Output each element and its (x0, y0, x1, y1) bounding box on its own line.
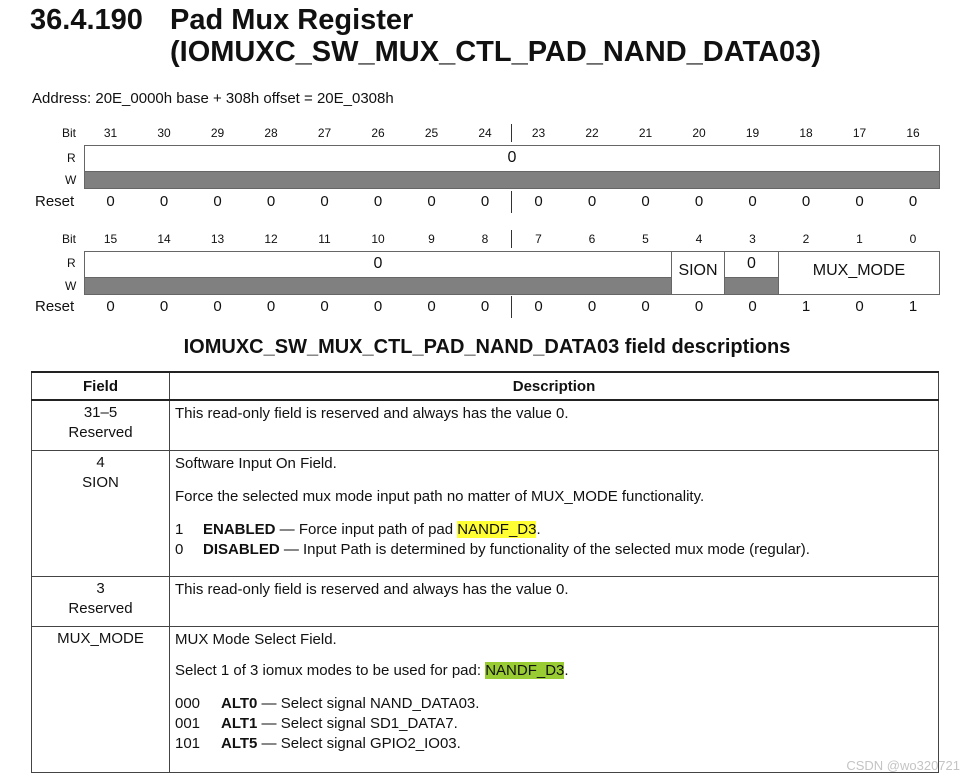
description-text: This read-only field is reserved and always has the value 0. (175, 580, 569, 598)
bit-number: 11 (318, 232, 331, 246)
bit-number: 28 (264, 126, 278, 140)
option-text: — Select signal GPIO2_IO03. (257, 734, 461, 752)
bit-number: 26 (371, 126, 385, 140)
bit-number: 7 (535, 232, 542, 246)
reset-value: 0 (106, 298, 115, 315)
bit-label: Bit (62, 232, 77, 246)
reset-value: 0 (480, 193, 490, 210)
option-text: — Force input path of pad (275, 520, 458, 538)
bit-number: 21 (638, 126, 653, 140)
option-line (175, 540, 933, 560)
option-line (175, 714, 933, 734)
reset-value: 1 (908, 298, 918, 315)
option-text: — Input Path is determined by functionality of the selected mux mode (regular). (279, 540, 810, 558)
option-name: ENABLED (203, 520, 276, 538)
reset-value: 0 (480, 298, 490, 315)
option-code: 001 (175, 714, 201, 732)
reset-value: 0 (534, 298, 543, 315)
bit-number: 25 (424, 126, 439, 140)
reset-value: 0 (106, 193, 115, 210)
section-number: 36.4.190 (30, 4, 143, 36)
description-text: This read-only field is reserved and always has the value 0. (175, 405, 569, 422)
bit-number: 29 (210, 126, 225, 140)
option-end: . (536, 520, 541, 538)
reset-value: 0 (801, 193, 811, 210)
field-bits: 4 (96, 453, 105, 471)
reset-value: 0 (641, 193, 650, 210)
reset-value: 0 (855, 193, 864, 210)
reset-value: 0 (213, 193, 222, 210)
reset-value: 0 (587, 193, 597, 210)
option-name: ALT5 (221, 734, 258, 752)
bit-number: 15 (103, 232, 118, 246)
reset-label: Reset (35, 193, 75, 210)
reset-value: 0 (534, 193, 543, 210)
option-line (175, 734, 933, 754)
bit-number: 23 (531, 126, 546, 140)
bit-number: 6 (588, 232, 596, 246)
bit-number: 1 (856, 232, 863, 246)
bit-number: 17 (852, 126, 867, 140)
description-text-pre: Select 1 of 3 iomux modes to be used for pad: (175, 661, 486, 679)
register-mux-mode-label: MUX_MODE (812, 262, 906, 279)
option-code: 0 (175, 540, 184, 558)
register-bit3-write (724, 277, 779, 295)
bit-number: 0 (909, 232, 917, 246)
reset-value: 0 (855, 298, 864, 315)
field-descriptions-table (31, 371, 939, 773)
field-name: Reserved (68, 424, 133, 441)
r-label: R (67, 256, 76, 270)
reset-value: 0 (373, 193, 383, 210)
reset-value: 0 (694, 298, 704, 315)
bit-number: 4 (695, 232, 703, 246)
bit-number: 12 (264, 232, 278, 246)
field-descriptions-title: IOMUXC_SW_MUX_CTL_PAD_NAND_DATA03 field descriptions (183, 336, 791, 358)
reset-label: Reset (35, 298, 75, 315)
reset-value: 0 (694, 193, 704, 210)
reset-value: 0 (320, 193, 329, 210)
description-text: Software Input On Field. (175, 454, 337, 472)
reset-value: 0 (427, 193, 436, 210)
bit-number: 13 (210, 232, 225, 246)
bit-number: 14 (157, 232, 171, 246)
reset-value: 0 (159, 193, 169, 210)
reset-value: 0 (908, 193, 918, 210)
option-name: ALT0 (221, 694, 258, 712)
reset-value: 0 (213, 298, 222, 315)
bit-number: 2 (802, 232, 810, 246)
description-text (175, 661, 933, 681)
reset-value: 0 (641, 298, 650, 315)
register-sion-label: SION (678, 262, 718, 279)
bit-number: 10 (371, 232, 385, 246)
watermark: CSDN @wo320721 (846, 758, 960, 773)
bit-number: 16 (906, 126, 920, 140)
reset-value: 1 (801, 298, 811, 315)
reset-value: 0 (320, 298, 329, 315)
reset-value: 0 (373, 298, 383, 315)
bit-number: 8 (481, 232, 489, 246)
description-cell (170, 576, 939, 626)
bit-number: 18 (799, 126, 813, 140)
field-bits: 3 (96, 579, 105, 597)
reset-value: 0 (587, 298, 597, 315)
register-write-field-upper (84, 171, 940, 189)
description-text: Force the selected mux mode input path no matter of MUX_MODE functionality. (175, 487, 705, 505)
description-text-end: . (564, 661, 569, 679)
table-row (32, 626, 939, 772)
option-code: 000 (175, 694, 201, 712)
option-text: — Select signal NAND_DATA03. (257, 694, 480, 712)
description-text: MUX Mode Select Field. (175, 630, 337, 648)
reset-value: 0 (159, 298, 169, 315)
description-cell (170, 400, 939, 450)
option-line (175, 520, 933, 540)
description-cell (170, 626, 939, 772)
table-row (32, 450, 939, 576)
field-name: Reserved (68, 599, 133, 617)
reset-value: 0 (266, 193, 276, 210)
reset-value: 0 (748, 193, 757, 210)
register-address: Address: 20E_0000h base + 308h offset = 20E_0308h (32, 90, 394, 107)
register-read-value: 0 (507, 149, 517, 166)
field-name: MUX_MODE (57, 629, 144, 647)
option-line (175, 694, 933, 714)
field-cell (32, 400, 170, 450)
option-text: — Select signal SD1_DATA7. (257, 714, 458, 732)
bit-number: 24 (478, 126, 492, 140)
field-name: SION (82, 473, 119, 491)
field-cell (32, 450, 170, 576)
bit-number: 20 (692, 126, 706, 140)
field-bits: 31–5 (83, 404, 118, 421)
reset-value: 0 (266, 298, 276, 315)
pad-name-highlight: NANDF_D3 (485, 661, 565, 679)
bit-number: 5 (642, 232, 649, 246)
page-subtitle: (IOMUXC_SW_MUX_CTL_PAD_NAND_DATA03) (170, 36, 821, 68)
field-cell (32, 576, 170, 626)
r-label: R (67, 151, 76, 165)
reset-value: 0 (748, 298, 757, 315)
field-cell (32, 626, 170, 772)
reset-value: 0 (427, 298, 436, 315)
description-cell (170, 450, 939, 576)
bit-number: 22 (585, 126, 599, 140)
half-divider (511, 296, 512, 318)
table-row (32, 576, 939, 626)
bit-number: 27 (317, 126, 332, 140)
bit-number: 30 (157, 126, 171, 140)
table-header-row (32, 372, 939, 400)
half-divider (511, 230, 512, 248)
bit-label: Bit (62, 126, 77, 140)
option-code: 1 (175, 520, 184, 538)
column-header-field: Field (32, 372, 170, 400)
w-label: W (65, 279, 77, 293)
register-reserved-write (84, 277, 672, 295)
option-name: ALT1 (221, 714, 258, 732)
page-title: Pad Mux Register (170, 4, 414, 36)
bit-number: 31 (103, 126, 118, 140)
half-divider (511, 124, 512, 142)
bit-number: 19 (745, 126, 760, 140)
bit-number: 3 (749, 232, 756, 246)
register-reserved-value: 0 (373, 255, 383, 272)
table-row (32, 400, 939, 450)
option-code: 101 (175, 734, 201, 752)
bit-number: 9 (428, 232, 435, 246)
pad-name-highlight: NANDF_D3 (457, 520, 537, 538)
column-header-description: Description (170, 372, 939, 400)
option-name: DISABLED (203, 540, 280, 558)
w-label: W (65, 173, 77, 187)
half-divider (511, 191, 512, 213)
register-bit3-value: 0 (747, 255, 756, 272)
